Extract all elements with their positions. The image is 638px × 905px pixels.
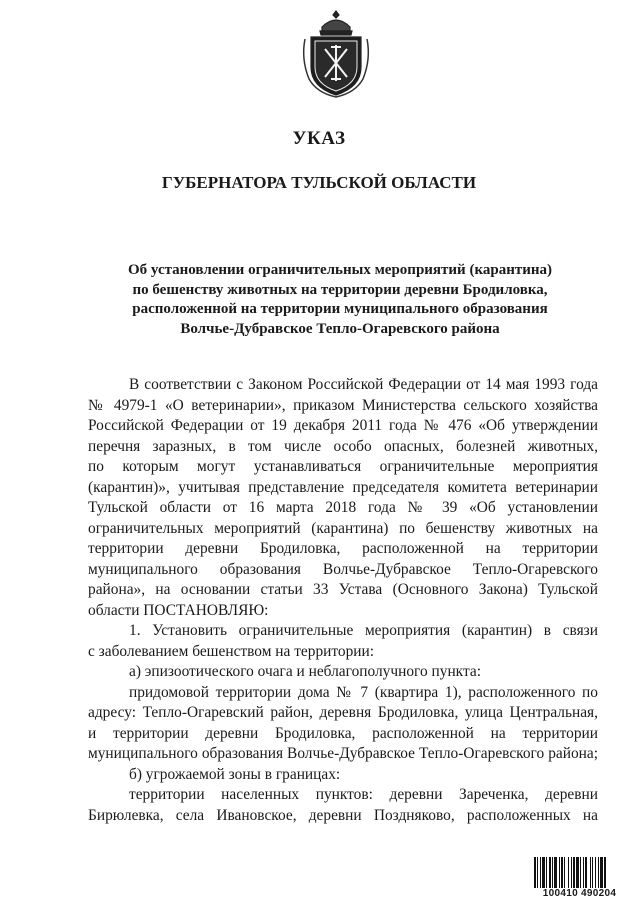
body-line: Тульской области от 16 марта 2018 года № 39 «Об установлении xyxy=(88,499,598,516)
body-line: района», на основании статьи 33 Устава (Основного Закона) Тульской xyxy=(88,581,598,598)
barcode-bar xyxy=(590,857,591,889)
decree-subject xyxy=(95,261,585,339)
barcode-number: 100410 490204 xyxy=(533,888,626,900)
body-line: В соответствии с Законом Российской Федерации от 14 мая 1993 года xyxy=(129,376,598,393)
body-line: адресу: Тепло-Огаревский район, деревня Бродиловка, улица Центральная, xyxy=(88,704,598,721)
body-line: и территории деревни Бродиловка, расположенной на территории xyxy=(88,724,598,742)
body-line: по которым могут устанавливаться ограничительные мероприятия xyxy=(88,458,598,475)
barcode-bar xyxy=(564,857,565,889)
body-line: № 4979-1 «О ветеринарии», приказом Министерства сельского хозяйства xyxy=(88,396,598,414)
subject-line: Об установлении ограничительных мероприятий (карантина) xyxy=(127,262,552,278)
barcode-bar xyxy=(576,857,579,889)
barcode-bar xyxy=(600,857,603,889)
body-line: ограничительных мероприятий (карантина) по бешенству животных на xyxy=(88,519,598,537)
body-line: территории деревни Бродиловка, расположенной на территории xyxy=(88,540,598,557)
barcode-bar xyxy=(585,857,587,889)
body-line: 1. Установить ограничительные мероприятия (карантин) в связи xyxy=(129,622,598,639)
body-line: территории населенных пунктов: деревни Зареченка, деревни xyxy=(129,786,598,803)
barcode-bar xyxy=(595,857,596,889)
barcode-bar xyxy=(568,857,569,889)
barcode-bar xyxy=(561,857,563,889)
body-line: Российской Федерации от 19 декабря 2011 года № 476 «Об утверждении xyxy=(88,417,598,434)
barcode-bar xyxy=(592,857,593,889)
barcode-bar xyxy=(604,857,606,889)
barcode-bar xyxy=(580,857,581,889)
decree-title: УКАЗ xyxy=(292,128,346,149)
barcode-bar xyxy=(549,857,551,889)
barcode-bar xyxy=(537,857,538,889)
barcode-bar xyxy=(583,857,584,889)
issuer-title: ГУБЕРНАТОРА ТУЛЬСКОЙ ОБЛАСТИ xyxy=(161,173,477,192)
body-line: с заболеванием бешенством на территории: xyxy=(88,642,375,660)
barcode-bar xyxy=(534,857,536,889)
body-line: б) угрожаемой зоны в границах: xyxy=(129,765,341,783)
barcode-bar xyxy=(546,857,547,889)
decree-body xyxy=(88,375,598,826)
body-line: муниципального образования Волчье-Дубравское Тепло-Огаревского xyxy=(88,560,598,578)
body-line: придомовой территории дома № 7 (квартира 1), расположенного по xyxy=(129,683,598,701)
body-line: а) эпизоотического очага и неблагополучного пункта: xyxy=(129,663,481,680)
body-line: Бирюлевка, села Ивановское, деревни Поздняково, расположенных на xyxy=(88,806,598,824)
body-line: муниципального образования Волчье-Дубравское Тепло-Огаревского района; xyxy=(88,745,598,762)
barcode-bar xyxy=(598,857,599,889)
barcode-bar xyxy=(542,857,545,889)
subject-line: расположенной на территории муниципального образования xyxy=(132,301,548,317)
body-line: перечня заразных, в том числе особо опасных, болезней животных, xyxy=(88,437,598,455)
barcode-bar xyxy=(571,857,572,889)
barcode-bar xyxy=(554,857,557,889)
subject-line: по бешенству животных на территории деревни Бродиловка, xyxy=(132,281,548,298)
tula-coat-of-arms-emblem xyxy=(297,9,375,99)
body-line: области ПОСТАНОВЛЯЮ: xyxy=(88,601,269,619)
barcode-bar xyxy=(559,857,560,889)
barcode-bar xyxy=(573,857,575,889)
barcode-bar xyxy=(552,857,553,889)
subject-line: Волчье-Дубравское Тепло-Огаревского района xyxy=(180,320,500,337)
body-line: (карантин)», учитывая представление председателя комитета ветеринарии xyxy=(88,478,598,496)
barcode-bar xyxy=(540,857,541,889)
